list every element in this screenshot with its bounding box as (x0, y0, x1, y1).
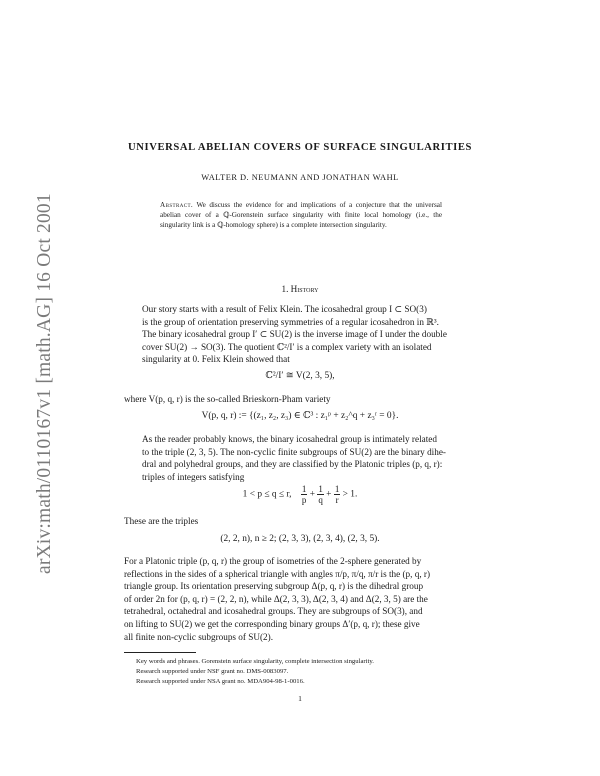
text-line: to the triple (2, 3, 5). The non-cyclic finite subgroups of SU(2) are the binary dihe- (142, 446, 446, 457)
equation-brieskorn-pham: V(p, q, r) := {(z₁, z₂, z₃) ∈ ℂ³ : z₁ᵖ + z₂^q + z₃ʳ = 0}. (201, 411, 399, 421)
text-line: As the reader probably knows, the binary icosahedral group is intimately related (142, 434, 437, 444)
text-line: These are the triples (124, 516, 199, 526)
arxiv-identifier[interactable]: arXiv:math/0110167v1 [math.AG] 16 Oct 2001 (34, 193, 55, 574)
text-line: triangle group. Its orientation preserving subgroup Δ(p, q, r) is the dihedral group (124, 581, 424, 592)
abstract-line: intersection singularity. (319, 220, 387, 229)
text-line: dral and polyhedral groups, and they are classified by the Platonic triples (p, q, r): (142, 459, 443, 470)
text-line: on lifting to SU(2) we get the corresponding binary groups Δ′(p, q, r); these give (124, 618, 420, 629)
paper-authors: WALTER D. NEUMANN AND JONATHAN WAHL (201, 173, 399, 182)
text-line: reflections in the sides of a spherical triangle with angles π/p, π/q, π/r is the (p, q, r) (124, 568, 431, 579)
paragraph-triples (124, 515, 476, 528)
text-line: The binary icosahedral group I′ ⊂ SU(2) is the inverse image of I under the double (142, 329, 447, 340)
page-number: 1 (298, 694, 302, 703)
equation-klein: ℂ²/I′ ≅ V(2, 3, 5), (265, 371, 335, 381)
fraction-1-over-r (334, 484, 341, 505)
denominator: r (335, 495, 339, 505)
abstract-line: local homology (i.e., the singularity link is a ℚ-homology sphere) is a complete (160, 210, 443, 229)
footnote-nsa: Research supported under NSA grant no. MDA904-98-1-0016. (136, 678, 305, 686)
text-line: singularity at 0. Felix Klein showed that (142, 354, 290, 365)
abstract-label: Abstract. (160, 201, 194, 209)
section-heading (0, 284, 600, 294)
text-line: tetrahedral, octahedral and icosahedral groups. They are subgroups of SO(3), and (124, 606, 423, 617)
numerator: 1 (301, 484, 307, 494)
paragraph-triangle-group (124, 555, 476, 643)
footnote-rule (124, 652, 196, 653)
fraction-1-over-p (301, 484, 308, 505)
equation-triples-list: (2, 2, n), n ≥ 2; (2, 3, 3), (2, 3, 4), (2, 3, 5). (220, 534, 380, 544)
section-title: History (290, 284, 319, 294)
footnotes (136, 657, 476, 688)
numerator: 1 (334, 484, 340, 494)
fraction-1-over-q (317, 484, 324, 505)
text-line: Our story starts with a result of Felix Klein. The icosahedral group I ⊂ SO(3) (142, 304, 427, 314)
footnote-keywords: Key words and phrases. Gorenstein surface singularity, complete intersection singularity. (136, 658, 374, 665)
text-line: where V(p, q, r) is the so-called Brieskorn-Pham variety (124, 394, 331, 404)
paragraph-history-intro (124, 303, 476, 366)
text-line: triples of integers satisfying (142, 471, 245, 482)
paper-title: UNIVERSAL ABELIAN COVERS OF SURFACE SINGULARITIES (127, 142, 473, 153)
plus-sign: + (309, 489, 315, 500)
plus-sign: + (326, 489, 332, 500)
inequality-right: > 1. (342, 489, 358, 500)
inequality-left: 1 < p ≤ q ≤ r, (242, 489, 292, 500)
abstract-line: the universal abelian cover of a ℚ-Gorenstein surface singularity with finite (160, 201, 442, 219)
text-line: of order 2n for (p, q, r) = (2, 2, n), while Δ(2, 3, 3), Δ(2, 3, 4) and Δ(2, 3, 5) are the (124, 593, 428, 604)
denominator: p (301, 495, 307, 505)
numerator: 1 (318, 484, 323, 494)
abstract (160, 201, 442, 230)
paragraph-brieskorn (124, 393, 476, 406)
abstract-line: We discuss the evidence for and implications of a conjecture that (196, 201, 400, 209)
text-line: For a Platonic triple (p, q, r) the group of isometries of the 2-sphere generated by (124, 556, 422, 566)
text-line: all finite non-cyclic subgroups of SU(2). (124, 631, 274, 642)
paragraph-platonic (124, 433, 476, 483)
text-line: is the group of orientation preserving symmetries of a regular icosahedron in ℝ³. (142, 316, 439, 327)
footnote-nsf: Research supported under NSF grant no. DMS-0083097. (136, 668, 289, 676)
denominator: q (318, 495, 323, 505)
section-number: 1. (281, 284, 289, 294)
equation-platonic-inequality (124, 484, 476, 505)
text-line: cover SU(2) → SO(3). The quotient ℂ²/I′ is a complex variety with an isolated (142, 341, 432, 352)
